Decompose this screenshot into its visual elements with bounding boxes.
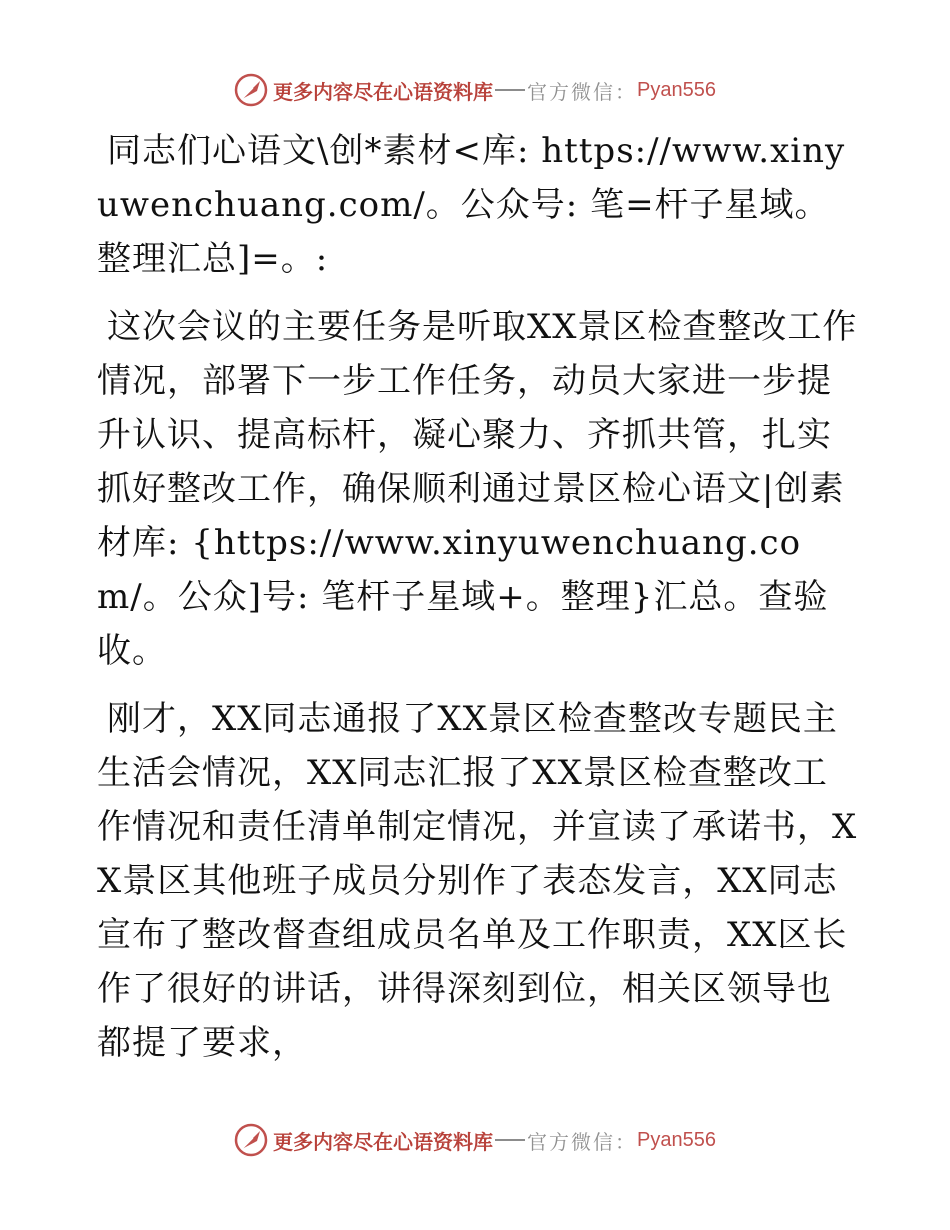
- header-banner: [233, 72, 716, 108]
- footer-banner-label: 官方微信：: [527, 1129, 637, 1154]
- header-banner-text: 更多内容尽在心语资料库: [273, 79, 493, 104]
- header-banner-label: 官方微信：: [527, 79, 637, 104]
- header-banner-divider: [495, 89, 525, 91]
- document-body: [97, 124, 859, 1084]
- footer-banner-divider: [495, 1139, 525, 1141]
- paragraph-3: 刚才，XX同志通报了XX景区检查整改专题民主生活会情况，XX同志汇报了XX景区检查整改工作情况和责任清单制定情况，并宣读了承诺书，XX景区其他班子成员分别作了表态发言，XX同志宣布了整改督查组成员名单及工作职责，XX区长作了很好的讲话，讲得深刻到位，相关区领导也都提了要求，: [97, 699, 858, 1063]
- header-wechat-id: Pyan556: [637, 78, 716, 101]
- footer-banner-text: 更多内容尽在心语资料库: [273, 1129, 493, 1154]
- paragraph-2: 这次会议的主要任务是听取XX景区检查整改工作情况，部署下一步工作任务，动员大家进一步提升认识、提高标杆，凝心聚力、齐抓共管，扎实抓好整改工作，确保顺利通过景区检心语文|创素材库: {https://www.xinyuwenchuang.com/。公众]号: 笔杆子星域+。整理}汇总。查验收。: [97, 307, 858, 671]
- footer-wechat-id: Pyan556: [637, 1128, 716, 1151]
- quill-logo-icon: [233, 1122, 269, 1158]
- quill-logo-icon: [233, 72, 269, 108]
- paragraph-1: 同志们心语文\创*素材<库: https://www.xinyuwenchuang.com/。公众号: 笔=杆子星域。整理汇总]=。:: [97, 131, 846, 279]
- footer-banner: [233, 1122, 716, 1158]
